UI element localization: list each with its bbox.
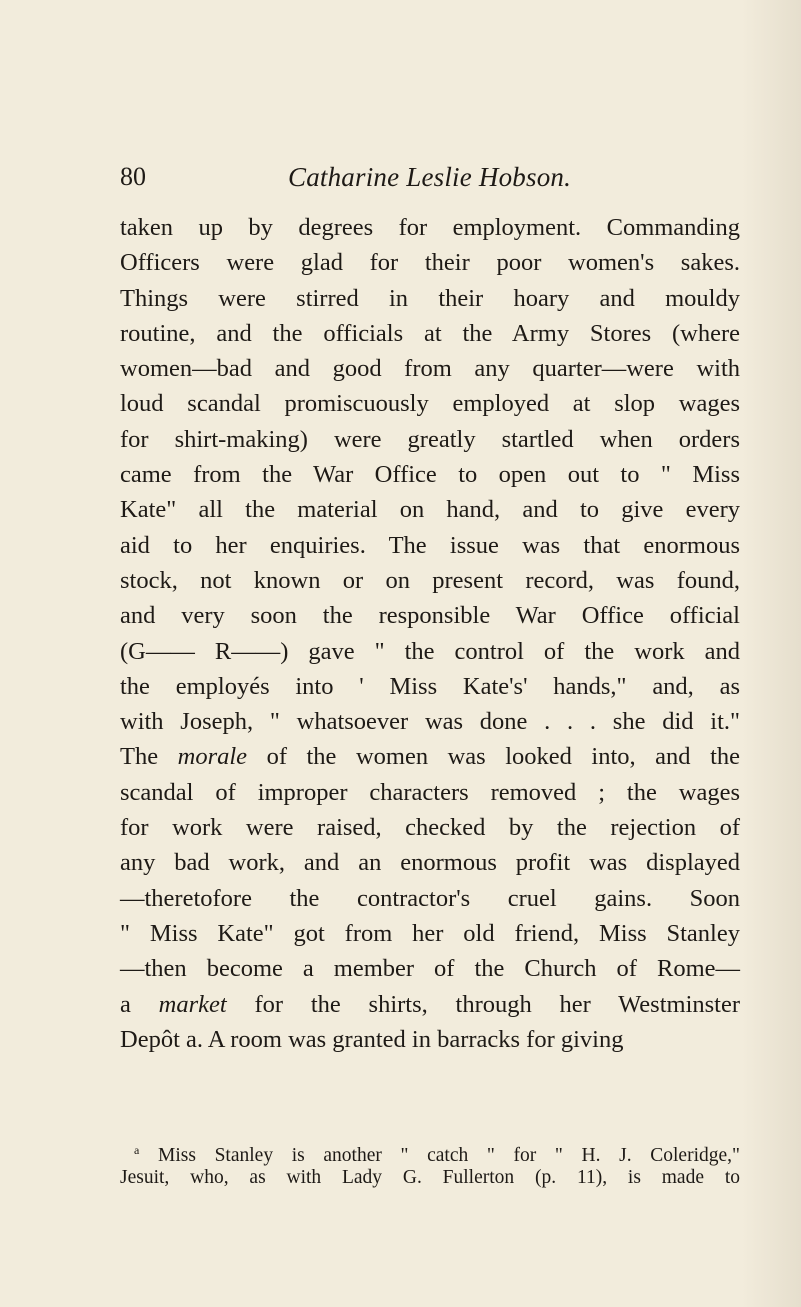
body-line: with Joseph, " whatsoever was done . . . she did it." — [120, 708, 740, 736]
body-line: taken up by degrees for employment. Commanding — [120, 214, 740, 241]
body-line: and very soon the responsible War Office official — [120, 602, 740, 630]
body-line: aid to her enquiries. The issue was that enormous — [120, 531, 740, 559]
body-line: women—bad and good from any quarter—were with — [120, 355, 740, 383]
page-edge-shadow — [741, 0, 801, 1307]
italic-word: market — [158, 990, 227, 1018]
body-line: The morale of the women was looked into, and the — [120, 743, 741, 771]
footnote — [120, 1136, 740, 1192]
footnote-line-1 — [120, 1136, 740, 1164]
footnote-mark: a — [134, 1143, 140, 1157]
body-line: Depôt a. A room was granted in barracks for giving — [120, 1025, 624, 1053]
body-line: any bad work, and an enormous profit was displayed — [120, 849, 740, 877]
body-line: for shirt-making) were greatly startled when orders — [120, 425, 740, 453]
italic-word: morale — [177, 743, 248, 771]
body-line: —then become a member of the Church of Rome— — [120, 955, 740, 983]
body-line: stock, not known or on present record, was found, — [120, 566, 740, 594]
page-number: 80 — [120, 162, 146, 191]
body-line: scandal of improper characters removed ; the wages — [120, 778, 740, 806]
body-line: loud scandal promiscuously employed at slop wages — [120, 390, 740, 418]
footnote-line-2: Jesuit, who, as with Lady G. Fullerton (p. 11), is made to — [120, 1167, 740, 1188]
body-line: Things were stirred in their hoary and mouldy — [120, 284, 740, 312]
footnote-text-1: Miss Stanley is another " catch " for " H. J. Coleridge," — [157, 1145, 740, 1166]
body-line: " Miss Kate" got from her old friend, Miss Stanley — [120, 919, 740, 947]
body-line: a market for the shirts, through her Westminster — [120, 990, 741, 1018]
body-line: the employés into ' Miss Kate's' hands," and, as — [120, 672, 740, 700]
body-line: came from the War Office to open out to " Miss — [120, 461, 740, 489]
page-header — [120, 158, 740, 198]
body-text — [120, 210, 740, 1057]
running-title: Catharine Leslie Hobson. — [288, 162, 572, 192]
body-line: —theretofore the contractor's cruel gains. Soon — [120, 884, 740, 912]
body-line: for work were raised, checked by the rejection of — [120, 814, 740, 842]
body-line: Officers were glad for their poor women's sakes. — [120, 249, 740, 277]
body-line: Kate" all the material on hand, and to give every — [120, 496, 740, 524]
body-line: (G—— R——) gave " the control of the work and — [120, 637, 740, 665]
body-line: routine, and the officials at the Army Stores (where — [120, 319, 740, 347]
